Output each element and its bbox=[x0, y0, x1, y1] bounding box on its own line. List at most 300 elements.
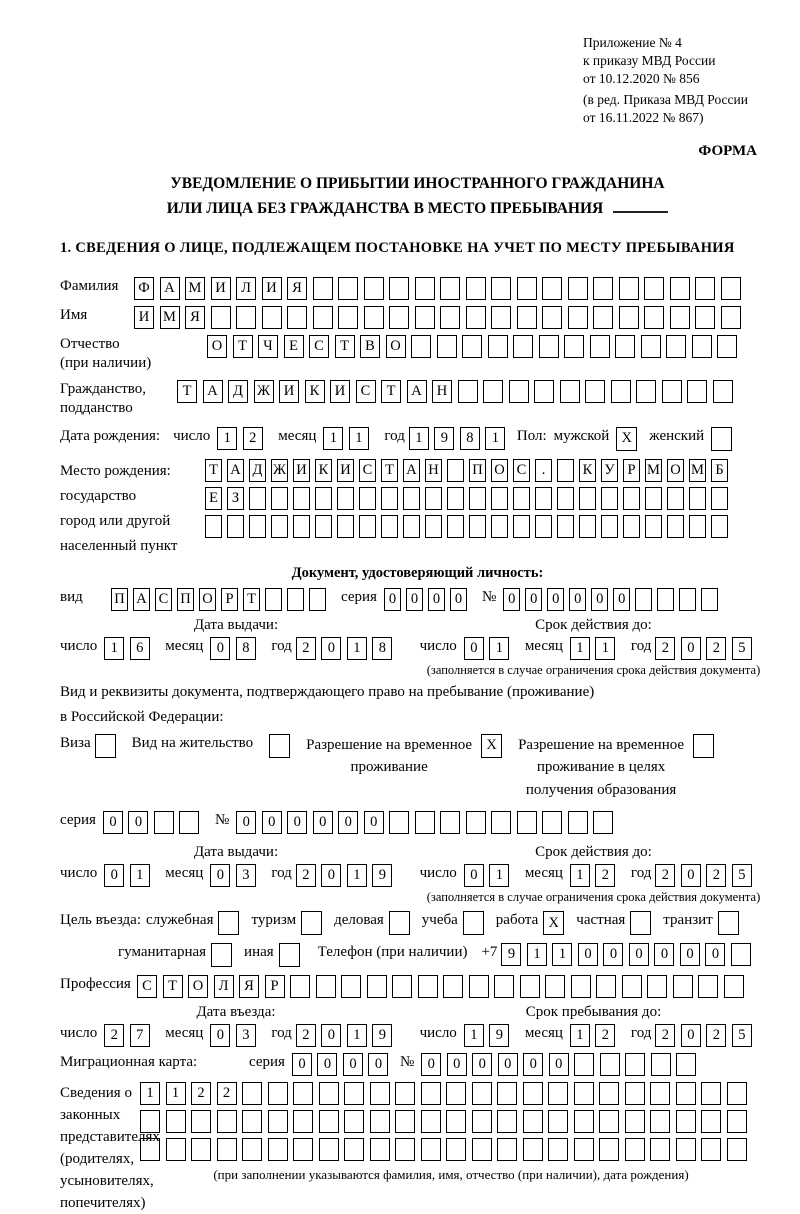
char-box[interactable]: . bbox=[535, 459, 552, 482]
char-box[interactable]: 2 bbox=[191, 1082, 211, 1105]
char-box[interactable]: 0 bbox=[287, 811, 307, 834]
char-box[interactable] bbox=[513, 335, 533, 358]
char-box[interactable] bbox=[392, 975, 412, 998]
char-box[interactable] bbox=[701, 1082, 721, 1105]
char-box[interactable] bbox=[411, 335, 431, 358]
char-box[interactable]: О bbox=[199, 588, 216, 611]
char-box[interactable] bbox=[585, 380, 605, 403]
char-box[interactable] bbox=[670, 277, 690, 300]
char-box[interactable]: А bbox=[227, 459, 244, 482]
char-box[interactable] bbox=[341, 975, 361, 998]
char-box[interactable] bbox=[337, 515, 354, 538]
char-box[interactable]: 6 bbox=[130, 637, 150, 660]
char-box[interactable]: 0 bbox=[321, 637, 341, 660]
char-box[interactable] bbox=[695, 306, 715, 329]
char-box[interactable] bbox=[542, 811, 562, 834]
char-box[interactable] bbox=[574, 1138, 594, 1161]
char-box[interactable]: 0 bbox=[464, 864, 484, 887]
char-box[interactable] bbox=[636, 380, 656, 403]
char-box[interactable]: 0 bbox=[128, 811, 148, 834]
char-box[interactable] bbox=[447, 515, 464, 538]
char-box[interactable] bbox=[469, 515, 486, 538]
char-box[interactable] bbox=[491, 811, 511, 834]
char-box[interactable]: 8 bbox=[372, 637, 392, 660]
char-box[interactable]: 0 bbox=[406, 588, 423, 611]
char-box[interactable]: 0 bbox=[421, 1053, 441, 1076]
char-box[interactable] bbox=[389, 306, 409, 329]
char-box[interactable]: К bbox=[579, 459, 596, 482]
char-box[interactable]: 2 bbox=[296, 1024, 316, 1047]
char-box[interactable] bbox=[650, 1082, 670, 1105]
char-box[interactable] bbox=[344, 1138, 364, 1161]
char-box[interactable] bbox=[517, 306, 537, 329]
char-box[interactable]: О bbox=[386, 335, 406, 358]
char-box[interactable] bbox=[249, 487, 266, 510]
char-box[interactable]: 0 bbox=[103, 811, 123, 834]
char-box[interactable] bbox=[395, 1138, 415, 1161]
char-box[interactable] bbox=[571, 975, 591, 998]
char-box[interactable]: Т bbox=[205, 459, 222, 482]
char-box[interactable] bbox=[370, 1110, 390, 1133]
char-box[interactable] bbox=[242, 1082, 262, 1105]
char-box[interactable] bbox=[548, 1110, 568, 1133]
char-box[interactable] bbox=[676, 1138, 696, 1161]
char-box[interactable]: 1 bbox=[485, 427, 505, 450]
char-box[interactable]: 0 bbox=[262, 811, 282, 834]
char-box[interactable] bbox=[338, 306, 358, 329]
char-box[interactable]: 0 bbox=[210, 637, 230, 660]
char-box[interactable]: 2 bbox=[104, 1024, 124, 1047]
char-box[interactable]: 1 bbox=[349, 427, 369, 450]
char-box[interactable]: И bbox=[134, 306, 154, 329]
char-box[interactable] bbox=[447, 459, 464, 482]
purpose-business-checkbox[interactable] bbox=[389, 911, 410, 935]
char-box[interactable] bbox=[440, 277, 460, 300]
char-box[interactable]: Е bbox=[284, 335, 304, 358]
char-box[interactable]: О bbox=[207, 335, 227, 358]
purpose-other-checkbox[interactable] bbox=[279, 943, 300, 967]
char-box[interactable] bbox=[557, 459, 574, 482]
char-box[interactable]: 8 bbox=[236, 637, 256, 660]
char-box[interactable] bbox=[425, 487, 442, 510]
char-box[interactable] bbox=[287, 306, 307, 329]
char-box[interactable]: 0 bbox=[525, 588, 542, 611]
char-box[interactable]: Я bbox=[287, 277, 307, 300]
char-box[interactable] bbox=[666, 335, 686, 358]
char-box[interactable]: 0 bbox=[343, 1053, 363, 1076]
char-box[interactable] bbox=[265, 588, 282, 611]
char-box[interactable] bbox=[236, 306, 256, 329]
char-box[interactable]: П bbox=[111, 588, 128, 611]
char-box[interactable] bbox=[166, 1110, 186, 1133]
char-box[interactable]: 3 bbox=[236, 1024, 256, 1047]
char-box[interactable]: 1 bbox=[347, 1024, 367, 1047]
residence-permit-checkbox[interactable] bbox=[269, 734, 290, 758]
char-box[interactable] bbox=[599, 1110, 619, 1133]
char-box[interactable] bbox=[293, 1138, 313, 1161]
char-box[interactable] bbox=[548, 1082, 568, 1105]
char-box[interactable]: П bbox=[469, 459, 486, 482]
char-box[interactable] bbox=[731, 943, 751, 966]
char-box[interactable]: 0 bbox=[210, 864, 230, 887]
char-box[interactable] bbox=[466, 277, 486, 300]
char-box[interactable]: 0 bbox=[321, 1024, 341, 1047]
char-box[interactable] bbox=[647, 975, 667, 998]
char-box[interactable]: И bbox=[293, 459, 310, 482]
char-box[interactable] bbox=[695, 277, 715, 300]
char-box[interactable]: 1 bbox=[464, 1024, 484, 1047]
char-box[interactable]: 0 bbox=[292, 1053, 312, 1076]
char-box[interactable] bbox=[625, 1053, 645, 1076]
char-box[interactable]: 1 bbox=[104, 637, 124, 660]
char-box[interactable] bbox=[437, 335, 457, 358]
char-box[interactable] bbox=[645, 487, 662, 510]
purpose-transit-checkbox[interactable] bbox=[718, 911, 739, 935]
char-box[interactable] bbox=[673, 975, 693, 998]
char-box[interactable] bbox=[701, 1110, 721, 1133]
char-box[interactable]: 2 bbox=[243, 427, 263, 450]
visa-checkbox[interactable] bbox=[95, 734, 116, 758]
char-box[interactable]: 1 bbox=[409, 427, 429, 450]
char-box[interactable]: 0 bbox=[313, 811, 333, 834]
char-box[interactable] bbox=[568, 811, 588, 834]
char-box[interactable]: 1 bbox=[595, 637, 615, 660]
char-box[interactable]: 0 bbox=[681, 637, 701, 660]
char-box[interactable] bbox=[623, 515, 640, 538]
char-box[interactable]: 0 bbox=[547, 588, 564, 611]
char-box[interactable]: О bbox=[667, 459, 684, 482]
char-box[interactable] bbox=[687, 380, 707, 403]
char-box[interactable]: 0 bbox=[578, 943, 598, 966]
purpose-humanitarian-checkbox[interactable] bbox=[211, 943, 232, 967]
char-box[interactable]: М bbox=[689, 459, 706, 482]
char-box[interactable]: С bbox=[356, 380, 376, 403]
char-box[interactable] bbox=[535, 487, 552, 510]
char-box[interactable]: А bbox=[407, 380, 427, 403]
char-box[interactable]: С bbox=[309, 335, 329, 358]
char-box[interactable]: Р bbox=[221, 588, 238, 611]
char-box[interactable] bbox=[590, 335, 610, 358]
char-box[interactable] bbox=[205, 515, 222, 538]
char-box[interactable]: 1 bbox=[217, 427, 237, 450]
char-box[interactable]: 0 bbox=[104, 864, 124, 887]
char-box[interactable]: 1 bbox=[166, 1082, 186, 1105]
temp-residence-education-checkbox[interactable] bbox=[693, 734, 714, 758]
char-box[interactable] bbox=[625, 1082, 645, 1105]
char-box[interactable]: 1 bbox=[570, 637, 590, 660]
char-box[interactable] bbox=[721, 306, 741, 329]
char-box[interactable]: 3 bbox=[236, 864, 256, 887]
char-box[interactable] bbox=[268, 1082, 288, 1105]
char-box[interactable]: 0 bbox=[450, 588, 467, 611]
char-box[interactable] bbox=[513, 487, 530, 510]
char-box[interactable] bbox=[645, 515, 662, 538]
char-box[interactable] bbox=[166, 1138, 186, 1161]
char-box[interactable] bbox=[497, 1110, 517, 1133]
char-box[interactable]: Т bbox=[381, 380, 401, 403]
char-box[interactable] bbox=[271, 487, 288, 510]
char-box[interactable]: 0 bbox=[321, 864, 341, 887]
char-box[interactable]: С bbox=[155, 588, 172, 611]
char-box[interactable]: 2 bbox=[655, 864, 675, 887]
char-box[interactable]: 0 bbox=[464, 637, 484, 660]
char-box[interactable] bbox=[557, 515, 574, 538]
char-box[interactable] bbox=[523, 1082, 543, 1105]
char-box[interactable] bbox=[593, 277, 613, 300]
char-box[interactable] bbox=[701, 588, 718, 611]
char-box[interactable] bbox=[539, 335, 559, 358]
char-box[interactable]: 9 bbox=[372, 1024, 392, 1047]
char-box[interactable] bbox=[381, 515, 398, 538]
char-box[interactable] bbox=[293, 487, 310, 510]
char-box[interactable] bbox=[517, 277, 537, 300]
char-box[interactable] bbox=[418, 975, 438, 998]
char-box[interactable] bbox=[574, 1053, 594, 1076]
char-box[interactable] bbox=[619, 277, 639, 300]
char-box[interactable] bbox=[140, 1110, 160, 1133]
char-box[interactable]: Ж bbox=[254, 380, 274, 403]
char-box[interactable] bbox=[579, 487, 596, 510]
char-box[interactable] bbox=[523, 1138, 543, 1161]
char-box[interactable] bbox=[711, 515, 728, 538]
char-box[interactable] bbox=[337, 487, 354, 510]
char-box[interactable] bbox=[367, 975, 387, 998]
char-box[interactable] bbox=[309, 588, 326, 611]
char-box[interactable] bbox=[491, 306, 511, 329]
char-box[interactable]: 0 bbox=[368, 1053, 388, 1076]
char-box[interactable]: 2 bbox=[706, 864, 726, 887]
char-box[interactable] bbox=[268, 1138, 288, 1161]
char-box[interactable]: 2 bbox=[595, 1024, 615, 1047]
char-box[interactable] bbox=[313, 306, 333, 329]
char-box[interactable]: 9 bbox=[434, 427, 454, 450]
char-box[interactable]: Б bbox=[711, 459, 728, 482]
char-box[interactable] bbox=[641, 335, 661, 358]
char-box[interactable] bbox=[667, 487, 684, 510]
char-box[interactable]: О bbox=[491, 459, 508, 482]
char-box[interactable]: Т bbox=[163, 975, 183, 998]
char-box[interactable]: У bbox=[601, 459, 618, 482]
char-box[interactable] bbox=[395, 1082, 415, 1105]
char-box[interactable] bbox=[689, 487, 706, 510]
char-box[interactable] bbox=[287, 588, 304, 611]
char-box[interactable]: 0 bbox=[613, 588, 630, 611]
char-box[interactable]: И bbox=[337, 459, 354, 482]
char-box[interactable]: И bbox=[262, 277, 282, 300]
char-box[interactable] bbox=[395, 1110, 415, 1133]
char-box[interactable] bbox=[494, 975, 514, 998]
char-box[interactable] bbox=[179, 811, 199, 834]
char-box[interactable] bbox=[513, 515, 530, 538]
char-box[interactable]: 0 bbox=[523, 1053, 543, 1076]
char-box[interactable]: 5 bbox=[732, 637, 752, 660]
char-box[interactable] bbox=[625, 1138, 645, 1161]
char-box[interactable]: 9 bbox=[372, 864, 392, 887]
char-box[interactable]: А bbox=[133, 588, 150, 611]
char-box[interactable] bbox=[403, 515, 420, 538]
char-box[interactable] bbox=[574, 1082, 594, 1105]
char-box[interactable]: 0 bbox=[681, 1024, 701, 1047]
char-box[interactable] bbox=[217, 1138, 237, 1161]
char-box[interactable] bbox=[557, 487, 574, 510]
char-box[interactable] bbox=[491, 487, 508, 510]
char-box[interactable] bbox=[535, 515, 552, 538]
char-box[interactable]: В bbox=[360, 335, 380, 358]
char-box[interactable] bbox=[667, 515, 684, 538]
char-box[interactable] bbox=[462, 335, 482, 358]
char-box[interactable] bbox=[364, 277, 384, 300]
char-box[interactable] bbox=[315, 515, 332, 538]
char-box[interactable]: И bbox=[211, 277, 231, 300]
char-box[interactable]: Л bbox=[214, 975, 234, 998]
char-box[interactable] bbox=[579, 515, 596, 538]
char-box[interactable]: К bbox=[305, 380, 325, 403]
char-box[interactable] bbox=[534, 380, 554, 403]
char-box[interactable] bbox=[319, 1082, 339, 1105]
char-box[interactable] bbox=[542, 277, 562, 300]
char-box[interactable] bbox=[472, 1138, 492, 1161]
char-box[interactable] bbox=[713, 380, 733, 403]
char-box[interactable]: 0 bbox=[236, 811, 256, 834]
char-box[interactable]: Я bbox=[239, 975, 259, 998]
char-box[interactable]: 0 bbox=[472, 1053, 492, 1076]
char-box[interactable]: 0 bbox=[681, 864, 701, 887]
char-box[interactable]: 0 bbox=[603, 943, 623, 966]
char-box[interactable]: С bbox=[137, 975, 157, 998]
char-box[interactable]: М bbox=[645, 459, 662, 482]
char-box[interactable]: З bbox=[227, 487, 244, 510]
char-box[interactable] bbox=[421, 1138, 441, 1161]
char-box[interactable]: Т bbox=[177, 380, 197, 403]
char-box[interactable] bbox=[596, 975, 616, 998]
char-box[interactable]: 1 bbox=[323, 427, 343, 450]
char-box[interactable] bbox=[227, 515, 244, 538]
char-box[interactable]: 2 bbox=[217, 1082, 237, 1105]
temp-residence-checkbox[interactable]: X bbox=[481, 734, 502, 758]
char-box[interactable]: 1 bbox=[489, 637, 509, 660]
char-box[interactable]: 0 bbox=[317, 1053, 337, 1076]
char-box[interactable] bbox=[415, 306, 435, 329]
char-box[interactable]: 0 bbox=[503, 588, 520, 611]
char-box[interactable] bbox=[370, 1082, 390, 1105]
char-box[interactable] bbox=[676, 1082, 696, 1105]
char-box[interactable]: 2 bbox=[706, 1024, 726, 1047]
char-box[interactable] bbox=[293, 1110, 313, 1133]
char-box[interactable]: Ч bbox=[258, 335, 278, 358]
char-box[interactable]: 2 bbox=[655, 637, 675, 660]
char-box[interactable] bbox=[415, 277, 435, 300]
char-box[interactable] bbox=[242, 1110, 262, 1133]
char-box[interactable] bbox=[564, 335, 584, 358]
char-box[interactable]: А bbox=[203, 380, 223, 403]
purpose-private-checkbox[interactable] bbox=[630, 911, 651, 935]
char-box[interactable]: 0 bbox=[629, 943, 649, 966]
char-box[interactable]: 0 bbox=[364, 811, 384, 834]
char-box[interactable] bbox=[545, 975, 565, 998]
char-box[interactable] bbox=[415, 811, 435, 834]
char-box[interactable] bbox=[611, 380, 631, 403]
char-box[interactable] bbox=[338, 277, 358, 300]
char-box[interactable] bbox=[359, 487, 376, 510]
char-box[interactable] bbox=[727, 1138, 747, 1161]
char-box[interactable] bbox=[574, 1110, 594, 1133]
char-box[interactable] bbox=[293, 515, 310, 538]
char-box[interactable] bbox=[364, 306, 384, 329]
purpose-tourism-checkbox[interactable] bbox=[301, 911, 322, 935]
char-box[interactable] bbox=[568, 306, 588, 329]
char-box[interactable] bbox=[319, 1110, 339, 1133]
char-box[interactable] bbox=[692, 335, 712, 358]
char-box[interactable] bbox=[191, 1110, 211, 1133]
char-box[interactable] bbox=[359, 515, 376, 538]
char-box[interactable] bbox=[679, 588, 696, 611]
char-box[interactable] bbox=[469, 975, 489, 998]
char-box[interactable] bbox=[568, 277, 588, 300]
char-box[interactable] bbox=[344, 1110, 364, 1133]
char-box[interactable]: 0 bbox=[338, 811, 358, 834]
char-box[interactable] bbox=[403, 487, 420, 510]
char-box[interactable] bbox=[623, 487, 640, 510]
char-box[interactable] bbox=[389, 277, 409, 300]
char-box[interactable]: Ф bbox=[134, 277, 154, 300]
char-box[interactable] bbox=[447, 487, 464, 510]
char-box[interactable] bbox=[262, 306, 282, 329]
char-box[interactable] bbox=[497, 1138, 517, 1161]
char-box[interactable] bbox=[440, 306, 460, 329]
char-box[interactable]: М bbox=[160, 306, 180, 329]
char-box[interactable] bbox=[650, 1138, 670, 1161]
char-box[interactable] bbox=[446, 1138, 466, 1161]
char-box[interactable] bbox=[509, 380, 529, 403]
char-box[interactable] bbox=[599, 1082, 619, 1105]
purpose-official-checkbox[interactable] bbox=[218, 911, 239, 935]
char-box[interactable] bbox=[154, 811, 174, 834]
char-box[interactable] bbox=[370, 1138, 390, 1161]
char-box[interactable]: 0 bbox=[428, 588, 445, 611]
male-checkbox[interactable]: X bbox=[616, 427, 637, 451]
char-box[interactable]: Т bbox=[243, 588, 260, 611]
char-box[interactable] bbox=[650, 1110, 670, 1133]
char-box[interactable] bbox=[727, 1082, 747, 1105]
char-box[interactable] bbox=[466, 811, 486, 834]
char-box[interactable] bbox=[517, 811, 537, 834]
char-box[interactable] bbox=[721, 277, 741, 300]
char-box[interactable] bbox=[389, 811, 409, 834]
char-box[interactable] bbox=[483, 380, 503, 403]
char-box[interactable] bbox=[290, 975, 310, 998]
char-box[interactable]: 0 bbox=[549, 1053, 569, 1076]
char-box[interactable]: И bbox=[279, 380, 299, 403]
char-box[interactable] bbox=[472, 1082, 492, 1105]
char-box[interactable]: 1 bbox=[552, 943, 572, 966]
char-box[interactable]: Т bbox=[335, 335, 355, 358]
char-box[interactable]: 1 bbox=[489, 864, 509, 887]
char-box[interactable] bbox=[469, 487, 486, 510]
char-box[interactable]: Т bbox=[381, 459, 398, 482]
char-box[interactable] bbox=[600, 1053, 620, 1076]
char-box[interactable] bbox=[211, 306, 231, 329]
char-box[interactable]: 1 bbox=[570, 864, 590, 887]
char-box[interactable] bbox=[472, 1110, 492, 1133]
char-box[interactable] bbox=[676, 1053, 696, 1076]
female-checkbox[interactable] bbox=[711, 427, 732, 451]
char-box[interactable]: 0 bbox=[591, 588, 608, 611]
char-box[interactable]: 1 bbox=[347, 637, 367, 660]
char-box[interactable]: 1 bbox=[130, 864, 150, 887]
purpose-work-checkbox[interactable]: X bbox=[543, 911, 564, 935]
char-box[interactable]: Т bbox=[233, 335, 253, 358]
char-box[interactable] bbox=[421, 1082, 441, 1105]
